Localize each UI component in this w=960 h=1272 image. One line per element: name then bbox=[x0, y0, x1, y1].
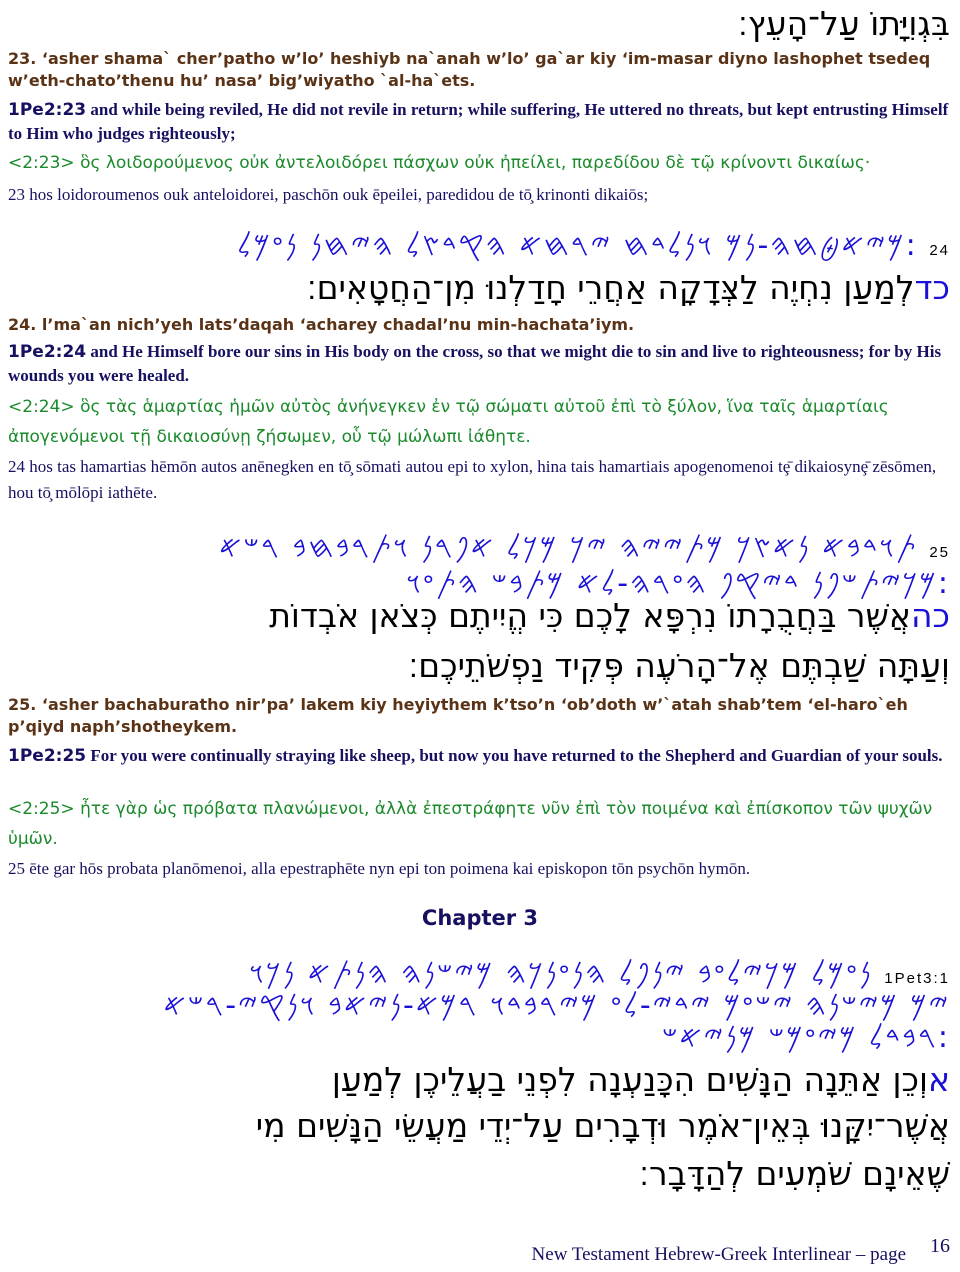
verse-reference: 1Pe2:25 bbox=[8, 746, 87, 766]
hebrew-verse-25-line-2: וְעַתָּה שַׁבְתֶּם אֶל־הָרֹעֶה פְּקִיד נַפְשֹׁתֵיכֶם׃ bbox=[408, 646, 950, 685]
transliteration-verse-25: 25. ‘asher bachaburatho nir’pa’ lakem kiy heyiythem k’tso’n ‘ob’doth w’`atah shab’tem ‘el-haro`eh p’qiyd naph’shotheykem. bbox=[8, 695, 908, 736]
page-footer: New Testament Hebrew-Greek Interlinear – page 16 bbox=[531, 1235, 950, 1265]
hebrew-3-1-line-2: אֲשֶׁר־יִקָּנוּ בְּאֵין־אֹמֶר וּדְבָרִים עַל־יְדֵי מַעֲשֵׂי הַנָּשִׁים מִי bbox=[255, 1106, 950, 1145]
chapter-heading: Chapter 3 bbox=[421, 906, 539, 930]
hebrew-3-1-line-3: שֶׁאֵינָם שֹׁמְעִים לְהַדָּבָר׃ bbox=[639, 1154, 950, 1193]
verse-reference: 1Pe2:24 bbox=[8, 342, 87, 362]
english-verse-23: 1Pe2:23 and while being reviled, He did not revile in return; while suffering, He uttered no threats, but kept entrusting Himself to Him who judges righteously; bbox=[8, 100, 949, 143]
hebrew-verse-23-tail: בִּגְוִיָּתוֹ עַל־הָעֵץ׃ bbox=[738, 4, 950, 43]
hebrew-verse-24: כדלְמַעַן נִחְיֶה לַצְּדָקָה אַחֲרֵי חָדַלְנוּ מִן־הַחֲטָאִים׃ bbox=[306, 268, 950, 307]
english-verse-24: 1Pe2:24 and He Himself bore our sins in His body on the cross, so that we might die to sin and live to righteousness; for by His wounds you were healed. bbox=[8, 342, 942, 385]
verse-number: 24 bbox=[929, 242, 950, 259]
paleo-hebrew-3-1-line-2: 𐤉𐤌 𐤌𐤉𐤔𐤍𐤄 𐤉𐤔𐤏𐤌 𐤉𐤃𐤉-𐤋𐤏 𐤌𐤉𐤓𐤁𐤃𐤅 𐤓𐤌𐤀-𐤍𐤉𐤀𐤁 𐤅𐤍𐤒𐤉-𐤓𐤔𐤀 bbox=[163, 988, 950, 1023]
paleo-hebrew-3-1-line-3: :𐤓𐤁𐤃𐤋 𐤌𐤉𐤏𐤌𐤔 𐤌𐤍𐤉𐤀𐤔 bbox=[662, 1020, 950, 1055]
hebrew-verse-25-line-1: כהאֲשֶׁר בַּחֲבֻרָתוֹ נִרְפָּא לָכֶם כִּי הֱיִיתֶם כְּצֹאן אֹבְדוֹת bbox=[269, 596, 950, 635]
greek-verse-reference: <2:24> bbox=[8, 397, 75, 417]
verse-number: 25 bbox=[929, 544, 950, 561]
greek-transliteration-verse-23: 23 hos loidoroumenos ouk anteloidorei, paschōn ouk ēpeilei, paredidou de tō̧ krinonti dikaiōs; bbox=[8, 185, 649, 204]
greek-verse-24: <2:24> ὃς τὰς ἁμαρτίας ἡμῶν αὐτὸς ἀνήνεγκεν ἐν τῷ σώματι αὐτοῦ ἐπὶ τὸ ξύλον, ἵνα ταῖς ἁμαρτίαις ἀπογενόμενοι τῇ δικαιοσύνῃ ζήσωμεν, οὗ τῷ μώλωπι ἰάθητε. bbox=[8, 397, 889, 447]
greek-verse-23: <2:23> ὃς λοιδορούμενος οὐκ ἀντελοιδόρει πάσχων οὐκ ἠπείλει, παρεδίδου δὲ τῷ κρίνοντι δικαίως· bbox=[8, 153, 871, 173]
paleo-hebrew-verse-24: 24 :𐤌𐤉𐤀𐤈𐤇𐤄-𐤍𐤌 𐤅𐤍𐤋𐤃𐤇 𐤉𐤓𐤇𐤀 𐤄𐤒𐤃𐤑𐤋 𐤄𐤉𐤇𐤍 𐤍𐤏𐤌𐤋 bbox=[237, 228, 950, 263]
greek-transliteration-verse-25: 25 ēte gar hōs probata planōmenoi, alla epestraphēte nyn epi ton poimena kai episkopon tōn psychōn hymōn. bbox=[8, 859, 751, 878]
verse-reference: 1Pe2:23 bbox=[8, 100, 87, 120]
transliteration-verse-24: 24. l’ma`an nich’yeh lats’daqah ‘acharey chadal’nu min-hachata’iym. bbox=[8, 315, 635, 334]
paleo-hebrew-verse-25-line-1: 25 𐤕𐤅𐤃𐤁𐤀 𐤍𐤀𐤑𐤊 𐤌𐤕𐤉𐤉𐤄 𐤉𐤊 𐤌𐤊𐤋 𐤀𐤐𐤓𐤍 𐤅𐤕𐤓𐤁𐤇𐤁 𐤓𐤔𐤀 bbox=[219, 530, 950, 565]
page-number: 16 bbox=[930, 1235, 950, 1257]
hebrew-3-1-line-1: אוְכֵן אַתֵּנָה הַנָּשִׁים הִכָּנַעְנָה לִפְנֵי בַעֲלֵיכֶן לְמַעַן bbox=[331, 1060, 950, 1099]
english-verse-25: 1Pe2:25 For you were continually straying like sheep, but now you have returned to the Shepherd and Guardian of your souls. bbox=[8, 746, 943, 766]
paleo-hebrew-verse-25-line-2: :𐤌𐤊𐤉𐤕𐤔𐤐𐤍 𐤃𐤉𐤒𐤐 𐤄𐤏𐤓𐤄-𐤋𐤀 𐤌𐤕𐤁𐤔 𐤄𐤕𐤏𐤅 bbox=[406, 566, 950, 601]
greek-verse-reference: <2:23> bbox=[8, 153, 75, 173]
paleo-hebrew-3-1-line-1: 1Pet3:1 𐤍𐤏𐤌𐤋 𐤌𐤊𐤉𐤋𐤏𐤁 𐤉𐤍𐤐𐤋 𐤄𐤍𐤏𐤍𐤊𐤄 𐤌𐤉𐤔𐤍𐤄 𐤄𐤍𐤕𐤀 𐤍𐤊𐤅 bbox=[249, 956, 950, 991]
verse-reference: 1Pet3:1 bbox=[884, 970, 950, 987]
greek-transliteration-verse-24: 24 hos tas hamartias hēmōn autos anēnegken en tō̧ sōmati autou epi to xylon, hina tais hamartiais apogenomenoi tȩ̄ dikaiosynȩ̄ zēsōmen, hou tō̧ mōlōpi iathēte. bbox=[8, 457, 937, 502]
greek-verse-25: <2:25> ἦτε γὰρ ὡς πρόβατα πλανώμενοι, ἀλλὰ ἐπεστράφητε νῦν ἐπὶ τὸν ποιμένα καὶ ἐπίσκοπον τῶν ψυχῶν ὑμῶν. bbox=[8, 799, 933, 849]
greek-verse-reference: <2:25> bbox=[8, 799, 75, 819]
transliteration-verse-23: 23. ‘asher shama` cher’patho w’lo’ heshiyb na`anah w’lo’ ga`ar kiy ‘im-masar diyno lashophet tsedeq w’eth-chato’thenu hu’ nasa’ big’wiyatho `al-ha`ets. bbox=[8, 49, 931, 90]
